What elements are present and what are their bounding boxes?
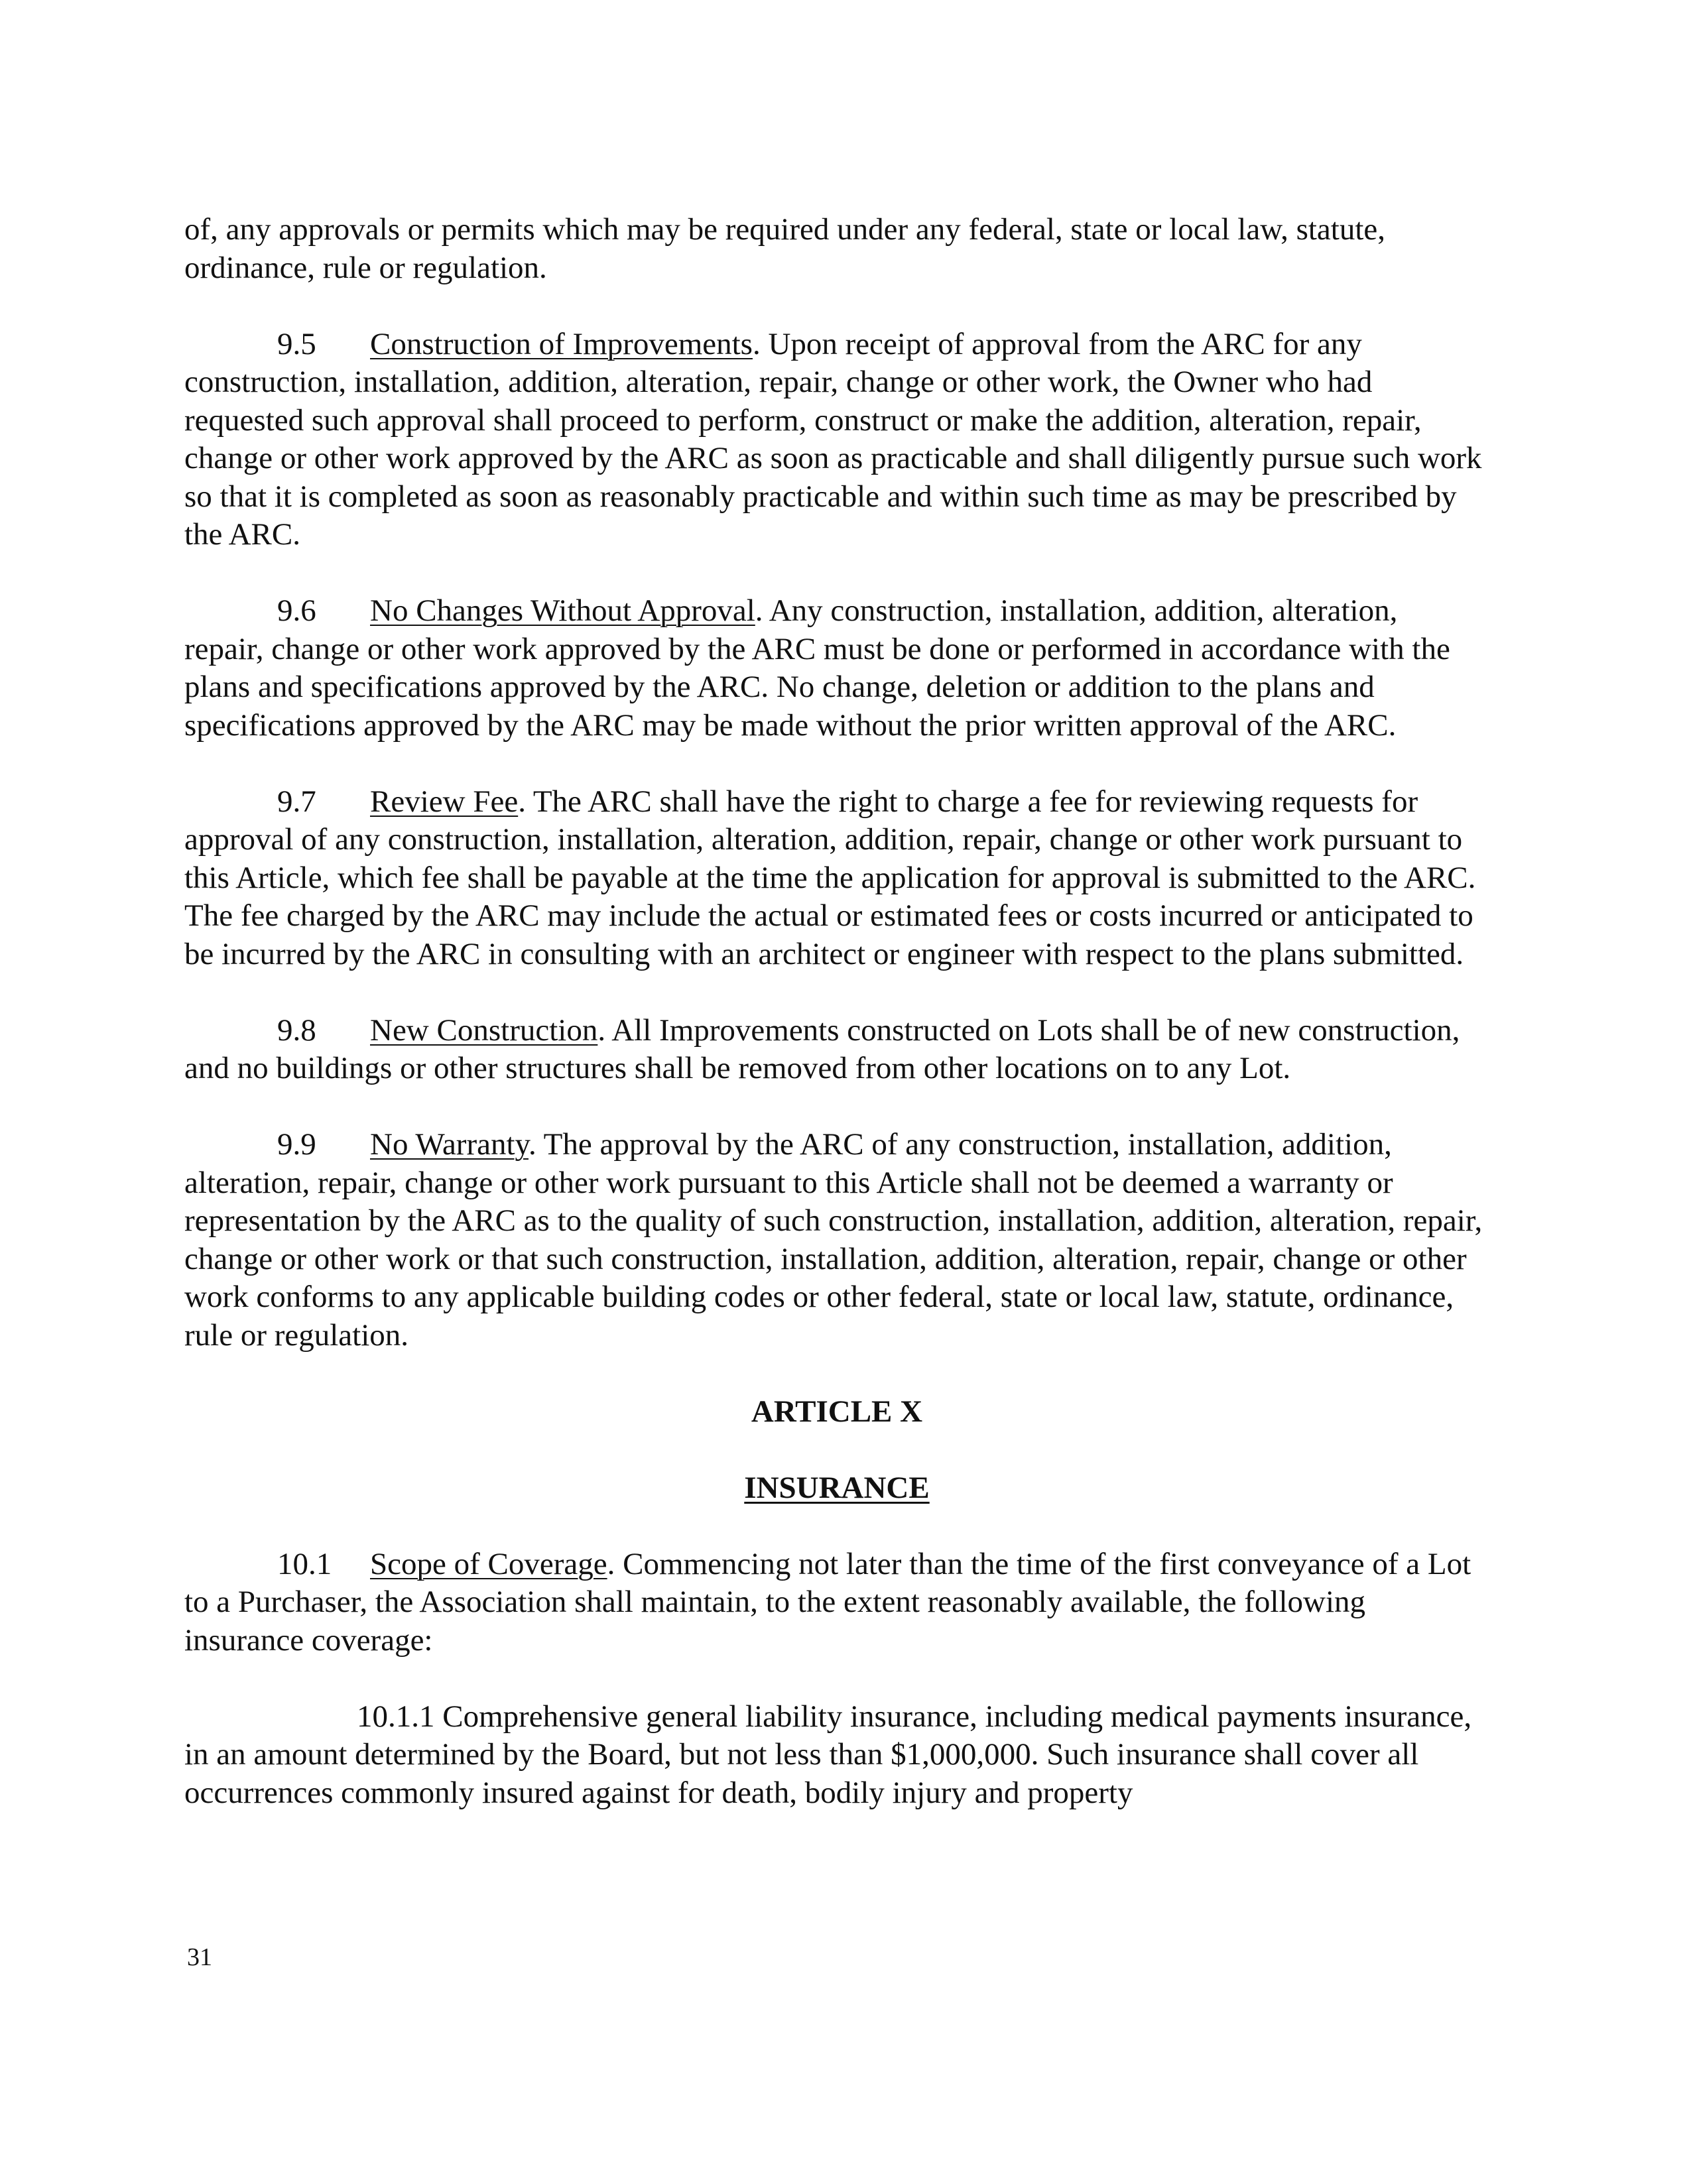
section-text: . Commencing not later than the time of the first conveyance of a Lot to a Purchaser, the Association shall maintain, to the extent reasonably available, the following insurance coverage: [184,1546,1471,1658]
section-number: 10.1 [277,1546,332,1581]
section-9-8 [184,1012,1484,1088]
section-text: . The ARC shall have the right to charge a fee for reviewing requests for approval of any construction, installation, alteration, addition, repair, change or other work pursuant to this Article, which fee shall be payable at the time the application for approval is submitted to the ARC. The fee charged by the ARC may include the actual or estimated fees or costs incurred or anticipated to be incurred by the ARC in consulting with an architect or engineer with respect to the plans submitted. [184,784,1476,971]
subsection-10-1-1 [184,1698,1484,1813]
section-heading: Review Fee [370,784,519,819]
intro-paragraph: of, any approvals or permits which may be required under any federal, state or local law, statute, ordinance, rule or regulation. [184,212,1386,285]
section-text: . The approval by the ARC of any construction, installation, addition, alteration, repair, change or other work pursuant to this Article shall not be deemed a warranty or representation by the ARC as to the quality of such construction, installation, addition, alteration, repair, change or other work or that such construction, installation, addition, alteration, repair, change or other work conforms to any applicable building codes or other federal, state or local law, statute, ordinance, rule or regulation. [184,1127,1483,1353]
section-text: . Upon receipt of approval from the ARC for any construction, installation, addition, alteration, repair, change or other work, the Owner who had requested such approval shall proceed to perform, construct or make the addition, alteration, repair, change or other work approved by the ARC as soon as practicable and shall diligently pursue such work so that it is completed as soon as reasonably practicable and within such time as may be prescribed by the ARC. [184,326,1482,552]
subsection-text: Comprehensive general liability insurance, including medical payments insurance, in an amount determined by the Board, but not less than $1,000,000. Such insurance shall cover all occurrences commonly insured against for death, bodily injury and property [184,1699,1472,1810]
section-number: 9.7 [277,784,316,819]
article-label: ARTICLE X [751,1394,923,1429]
page-number: 31 [187,1943,212,1971]
section-heading: No Changes Without Approval [370,593,755,628]
section-heading: No Warranty [370,1127,529,1162]
section-number: 9.8 [277,1012,316,1048]
section-text: . All Improvements constructed on Lots shall be of new construction, and no buildings or other structures shall be removed from other locations on to any Lot. [184,1012,1460,1085]
section-number: 9.5 [277,326,316,361]
section-heading: New Construction [370,1012,598,1048]
section-heading: Scope of Coverage [370,1546,607,1581]
section-10-1 [184,1546,1484,1660]
section-9-9 [184,1126,1484,1355]
section-number: 9.9 [277,1127,316,1162]
section-9-6 [184,592,1484,745]
section-number: 9.6 [277,593,316,628]
subsection-number: 10.1.1 [357,1699,435,1734]
section-heading: Construction of Improvements [370,326,753,361]
article-title: INSURANCE [744,1470,930,1505]
section-9-7 [184,783,1484,974]
document-body [184,211,1484,1850]
section-text: . Any construction, installation, addition, alteration, repair, change or other work approved by the ARC must be done or performed in accordance with the plans and specifications approved by the ARC. No change, deletion or addition to the plans and specifications approved by the ARC may be made without the prior written approval of the ARC. [184,593,1450,743]
section-9-5 [184,326,1484,554]
